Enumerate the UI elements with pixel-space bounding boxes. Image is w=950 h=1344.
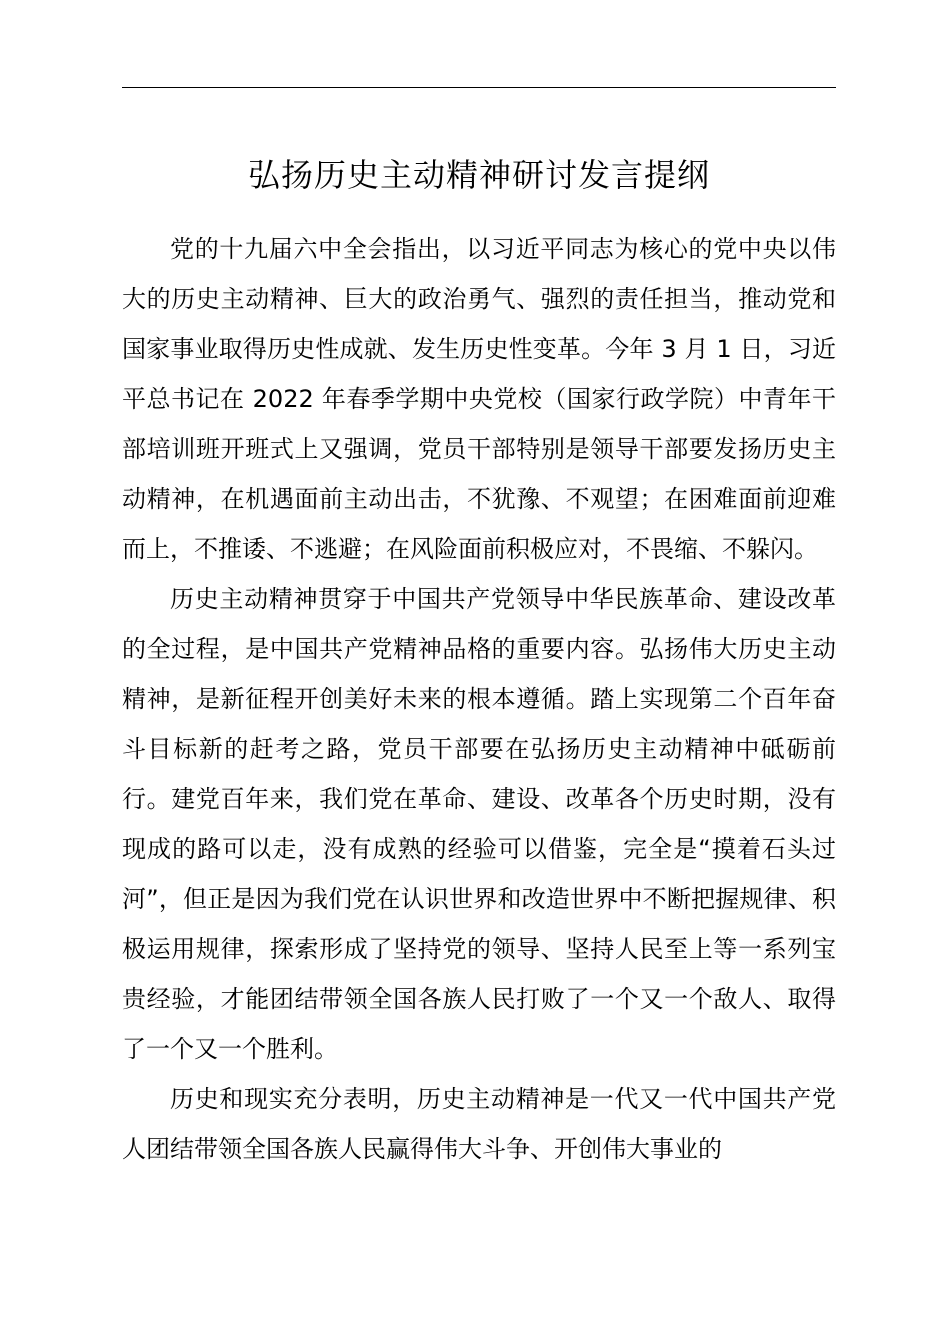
header-divider [122,87,836,88]
paragraph-1: 党的十九届六中全会指出，以习近平同志为核心的党中央以伟大的历史主动精神、巨大的政治勇气、强烈的责任担当，推动党和国家事业取得历史性成就、发生历史性变革。今年 3 月 1 日，习近平总书记在 2022 年春季学期中央党校（国家行政学院）中青年干部培训班开班式上又强调，党员干部特别是领导干部要发扬历史主动精神，在机遇面前主动出击，不犹豫、不观望；在困难面前迎难而上，不推诿、不逃避；在风险面前积极应对，不畏缩、不躲闪。 [122,235,836,563]
document-body [122,224,836,1174]
paragraph-2: 历史主动精神贯穿于中国共产党领导中华民族革命、建设改革的全过程，是中国共产党精神品格的重要内容。弘扬伟大历史主动精神，是新征程开创美好未来的根本遵循。踏上实现第二个百年奋斗目标新的赶考之路，党员干部要在弘扬历史主动精神中砥砺前行。建党百年来，我们党在革命、建设、改革各个历史时期，没有现成的路可以走，没有成熟的经验可以借鉴，完全是“摸着石头过河”，但正是因为我们党在认识世界和改造世界中不断把握规律、积极运用规律，探索形成了坚持党的领导、坚持人民至上等一系列宝贵经验，才能团结带领全国各族人民打败了一个又一个敌人、取得了一个又一个胜利。 [122,585,836,1063]
document-title: 弘扬历史主动精神研讨发言提纲 [247,156,710,194]
paragraph-3: 历史和现实充分表明，历史主动精神是一代又一代中国共产党人团结带领全国各族人民赢得伟大斗争、开创伟大事业的 [122,1085,836,1163]
